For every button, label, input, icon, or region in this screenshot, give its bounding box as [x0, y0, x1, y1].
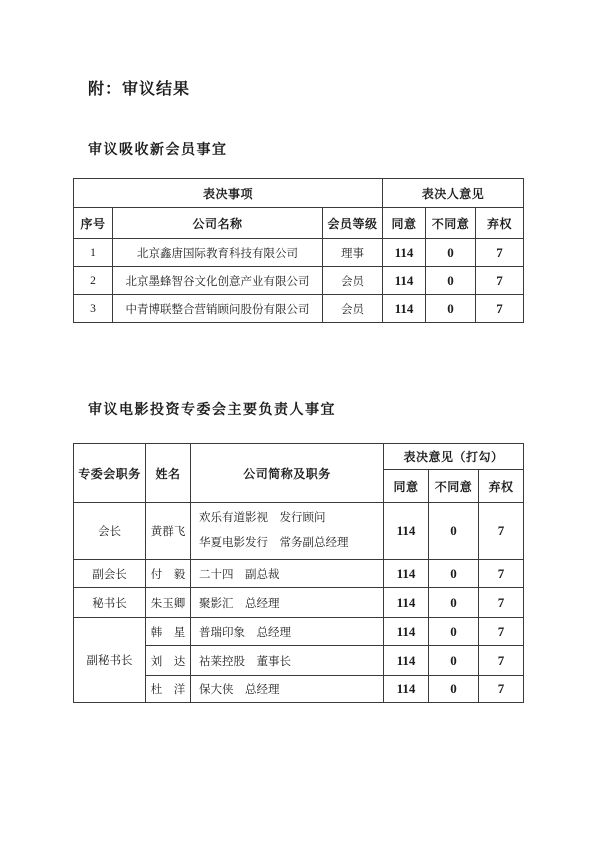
- cell-name: 韩 星: [146, 618, 191, 646]
- cell-disagree: 0: [426, 239, 476, 267]
- table-row: [74, 503, 524, 560]
- cell-abstain: 7: [479, 503, 524, 560]
- cell-abstain: 7: [476, 295, 524, 323]
- cell-agree: 114: [383, 267, 426, 295]
- cell-position: 副秘书长: [74, 618, 146, 703]
- cell-name: 朱玉卿: [146, 588, 191, 618]
- cell-company: 祜莱控股 董事长: [191, 646, 384, 676]
- table-row: [74, 560, 524, 588]
- col-header-disagree: 不同意: [429, 470, 479, 503]
- cell-no: 2: [74, 267, 113, 295]
- cell-abstain: 7: [479, 618, 524, 646]
- cell-agree: 114: [384, 588, 429, 618]
- cell-name: 杜 洋: [146, 676, 191, 703]
- company-line-1: 欢乐有道影视 发行顾问: [199, 512, 326, 524]
- cell-disagree: 0: [426, 267, 476, 295]
- cell-name: 黄群飞: [146, 503, 191, 560]
- committee-leaders-vote-table: [73, 443, 524, 703]
- cell-abstain: 7: [479, 676, 524, 703]
- cell-name: 付 毅: [146, 560, 191, 588]
- cell-company: 北京鑫唐国际教育科技有限公司: [113, 239, 323, 267]
- cell-abstain: 7: [479, 560, 524, 588]
- cell-agree: 114: [383, 239, 426, 267]
- cell-abstain: 7: [479, 646, 524, 676]
- table-row: [74, 267, 524, 295]
- cell-abstain: 7: [479, 588, 524, 618]
- header-vote-items: 表决事项: [74, 179, 383, 208]
- col-header-abstain: 弃权: [479, 470, 524, 503]
- section-heading-committee-leaders: 审议电影投资专委会主要负责人事宜: [88, 403, 336, 418]
- table-row: [74, 295, 524, 323]
- col-header-no: 序号: [74, 208, 113, 239]
- cell-company: 二十四 副总裁: [191, 560, 384, 588]
- cell-company: 保大侠 总经理: [191, 676, 384, 703]
- cell-disagree: 0: [429, 618, 479, 646]
- doc-title: 附：审议结果: [88, 81, 191, 98]
- new-members-vote-table: [73, 178, 524, 323]
- cell-no: 3: [74, 295, 113, 323]
- cell-position: 会长: [74, 503, 146, 560]
- col-header-name: 姓名: [146, 444, 191, 503]
- col-header-agree: 同意: [383, 208, 426, 239]
- col-header-abstain: 弃权: [476, 208, 524, 239]
- cell-agree: 114: [383, 295, 426, 323]
- cell-agree: 114: [384, 618, 429, 646]
- cell-agree: 114: [384, 503, 429, 560]
- cell-abstain: 7: [476, 267, 524, 295]
- col-header-disagree: 不同意: [426, 208, 476, 239]
- section-heading-new-members: 审议吸收新会员事宜: [88, 143, 228, 158]
- cell-position: 副会长: [74, 560, 146, 588]
- cell-name: 刘 达: [146, 646, 191, 676]
- cell-company: [191, 503, 384, 560]
- cell-company: 普瑞印象 总经理: [191, 618, 384, 646]
- table-header-row: [74, 208, 524, 239]
- cell-agree: 114: [384, 676, 429, 703]
- header-vote-group: 表决意见（打勾）: [384, 444, 524, 470]
- cell-position: 秘书长: [74, 588, 146, 618]
- col-header-position: 专委会职务: [74, 444, 146, 503]
- col-header-company: 公司简称及职务: [191, 444, 384, 503]
- cell-no: 1: [74, 239, 113, 267]
- cell-disagree: 0: [426, 295, 476, 323]
- cell-disagree: 0: [429, 676, 479, 703]
- table-header-group-row: [74, 444, 524, 470]
- cell-disagree: 0: [429, 503, 479, 560]
- cell-disagree: 0: [429, 588, 479, 618]
- table-row: [74, 239, 524, 267]
- cell-company: 聚影汇 总经理: [191, 588, 384, 618]
- cell-disagree: 0: [429, 560, 479, 588]
- table-row: [74, 588, 524, 618]
- col-header-level: 会员等级: [323, 208, 383, 239]
- cell-agree: 114: [384, 646, 429, 676]
- company-line-2: 华夏电影发行 常务副总经理: [199, 537, 349, 549]
- col-header-agree: 同意: [384, 470, 429, 503]
- col-header-company: 公司名称: [113, 208, 323, 239]
- header-voter-opinions: 表决人意见: [383, 179, 524, 208]
- cell-disagree: 0: [429, 646, 479, 676]
- table-row: [74, 618, 524, 646]
- table-header-group-row: [74, 179, 524, 208]
- cell-agree: 114: [384, 560, 429, 588]
- cell-company: 北京墨蜂智谷文化创意产业有限公司: [113, 267, 323, 295]
- cell-abstain: 7: [476, 239, 524, 267]
- cell-level: 会员: [323, 267, 383, 295]
- cell-level: 会员: [323, 295, 383, 323]
- cell-level: 理事: [323, 239, 383, 267]
- cell-company: 中青博联整合营销顾问股份有限公司: [113, 295, 323, 323]
